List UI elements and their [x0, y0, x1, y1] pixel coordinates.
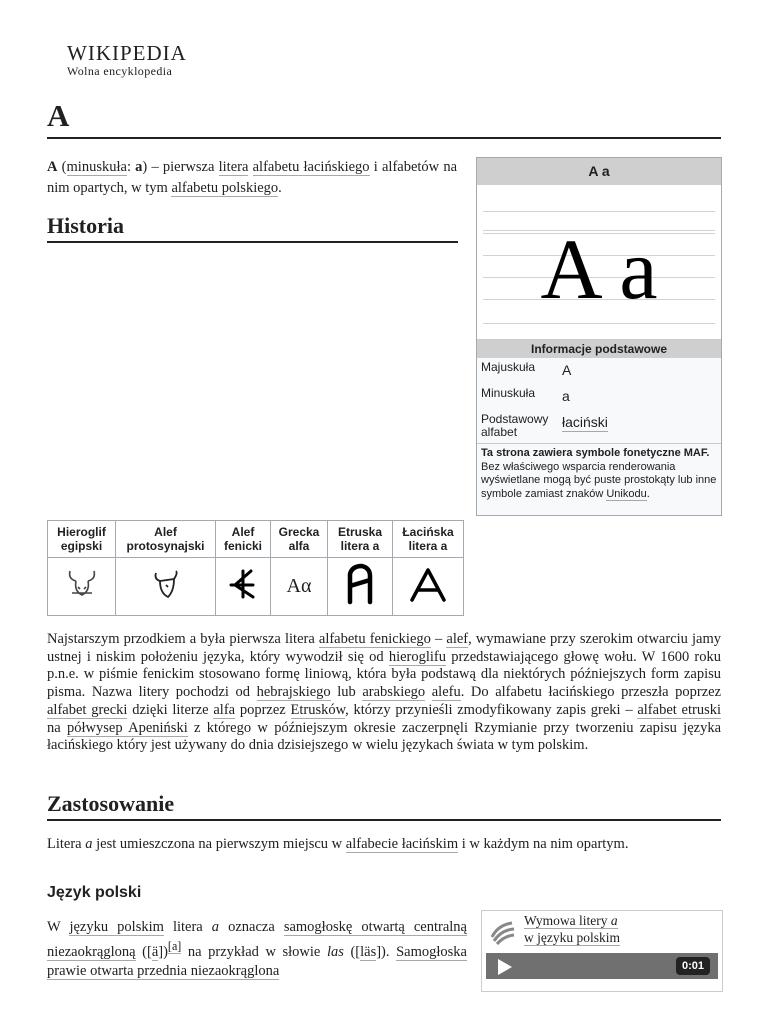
- link-ipa-a[interactable]: ä: [151, 943, 159, 960]
- phoenician-alef-icon[interactable]: [216, 558, 271, 616]
- link-audio-caption-line2[interactable]: w języku polskim: [524, 930, 620, 945]
- text: z którego w późniejszym okresie zaczerpnęli Rzymianie przy tworzeniu zapisu języka łacińskiego który jest używany do dnia dzisiejszego w wielu językach świata w tym polskim.: [47, 719, 722, 754]
- section-heading-historia: Historia: [47, 213, 124, 238]
- text: dzięki literze: [127, 701, 214, 718]
- etruscan-a-icon[interactable]: [328, 558, 393, 616]
- col-fenicki: Alef fenicki: [216, 521, 271, 558]
- historia-divider: [47, 241, 458, 243]
- speaker-icon: [488, 917, 518, 947]
- text: ]).: [376, 943, 397, 960]
- notice-text: Bez właściwego wsparcia renderowania wyświetlane mogą być puste prostokąty lub inne symbole zamiast znaków: [481, 460, 717, 500]
- text: :: [126, 159, 136, 175]
- link-ipa-las[interactable]: läs: [360, 943, 377, 960]
- text: ]): [158, 943, 168, 960]
- text: poprzez: [235, 701, 291, 718]
- link-alfabetu-fenickiego[interactable]: alfabetu fenickiego: [318, 631, 431, 647]
- text: litera: [163, 919, 212, 935]
- row-value: A: [562, 362, 572, 378]
- ipa-notice: [477, 443, 721, 504]
- zastosowanie-paragraph: [47, 836, 721, 854]
- text: (: [57, 159, 67, 175]
- col-grecka: Grecka alfa: [271, 521, 328, 558]
- link-alfabetu-polskiego[interactable]: alfabetu polskiego: [171, 180, 279, 196]
- pronunciation-audio-widget: [481, 910, 723, 992]
- letter-evolution-table: [47, 520, 464, 616]
- text: ([: [343, 943, 361, 960]
- link-samogloska-prawie-otwarta[interactable]: Samogłoska prawie otwarta przednia niezaokrąglona: [47, 943, 467, 979]
- infobox-row-minuskula: [477, 384, 721, 410]
- link-alef[interactable]: alef: [446, 631, 469, 647]
- italic-a: a: [610, 913, 618, 928]
- audio-player-bar[interactable]: [486, 953, 718, 979]
- link-samogloske[interactable]: samogłoskę otwartą centralną niezaokrągloną: [47, 919, 467, 960]
- text: przedstawiającego głowę wołu. W 1600 roku p.n.e. w piśmie fenickim stosowano formę liniową, która była podstawą dla niektórych późniejszych form zapisu pisma. Nazwa litery pochodzi od: [47, 648, 721, 701]
- link-jezyku-polskim[interactable]: języku polskim: [69, 919, 164, 935]
- link-litera[interactable]: litera: [218, 159, 249, 175]
- link-hieroglifu[interactable]: hieroglifu: [388, 648, 447, 665]
- page-title: A: [47, 98, 70, 133]
- row-key: Majuskuła: [481, 360, 536, 374]
- text: , wymawiane przy szerokim otwarciu jamy ustnej i niskim położeniu języka, który wywodził się od: [47, 631, 722, 665]
- intro-paragraph: [47, 157, 457, 199]
- infobox-row-alfabet: [477, 410, 721, 442]
- text: na: [47, 719, 68, 736]
- row-key: Minuskuła: [481, 386, 536, 400]
- text: .: [646, 487, 650, 500]
- italic-a: a: [211, 919, 220, 935]
- text: . Do alfabetu łacińskiego przeszła poprzez: [460, 684, 722, 701]
- hieroglyph-ox-icon[interactable]: [48, 558, 116, 616]
- link-alfabet-grecki[interactable]: alfabet grecki: [47, 701, 128, 718]
- intro-bold-A: A: [47, 159, 58, 175]
- col-etruska: Etruska litera a: [328, 521, 393, 558]
- text: lub: [330, 684, 363, 701]
- link-audio-caption[interactable]: [524, 913, 618, 929]
- logo-wordmark: WIKIPEDIA: [67, 41, 187, 65]
- subsection-heading-jezyk-polski: Język polski: [47, 884, 142, 901]
- text: oznacza: [219, 919, 284, 935]
- italic-las: las: [326, 943, 344, 960]
- col-protosynajski: Alef protosynajski: [116, 521, 216, 558]
- link-etruskow[interactable]: Etrusków: [290, 701, 346, 718]
- play-icon[interactable]: [498, 959, 512, 975]
- text: ) – pierwsza: [142, 159, 219, 175]
- link-alfabetu-lacinskiego[interactable]: alfabetu łacińskiego: [252, 159, 370, 175]
- jezyk-polski-paragraph: [47, 918, 467, 981]
- audio-caption: [524, 912, 620, 946]
- text: Litera: [47, 836, 86, 852]
- notice-bold: Ta strona zawiera symbole fonetyczne MAF.: [481, 447, 710, 459]
- latin-a-icon[interactable]: [393, 558, 464, 616]
- col-lacinska: Łacińska litera a: [393, 521, 464, 558]
- text: i w każdym na nim opartym.: [458, 836, 629, 852]
- infobox-header: A a: [477, 158, 721, 185]
- link-arabskiego[interactable]: arabskiego: [362, 684, 426, 701]
- text: i alfabetów na nim opartych, w tym: [47, 159, 458, 196]
- greek-alpha-glyph[interactable]: Αα: [271, 558, 328, 616]
- link-minuskula[interactable]: minuskuła: [66, 159, 127, 175]
- infobox-glyphs: A a: [540, 221, 658, 317]
- infobox-glyph-image: [477, 185, 721, 340]
- infobox: [476, 157, 722, 516]
- text: Najstarszym przodkiem a była pierwsza litera: [47, 631, 319, 647]
- title-divider: [47, 137, 721, 139]
- link-hebrajskiego[interactable]: hebrajskiego: [256, 684, 331, 701]
- italic-a: a: [85, 836, 93, 852]
- section-heading-zastosowanie: Zastosowanie: [47, 791, 175, 816]
- text: Wymowa litery: [524, 913, 611, 928]
- link-polwysep-apeninski[interactable]: półwysep Apeniński: [67, 719, 188, 736]
- zastosowanie-divider: [47, 819, 721, 821]
- text: [425, 684, 432, 700]
- infobox-subheader: Informacje podstawowe: [477, 340, 721, 358]
- row-value: a: [562, 388, 570, 404]
- intro-bold-a: a: [135, 159, 143, 175]
- text: ([: [135, 943, 152, 960]
- infobox-row-majuskula: [477, 358, 721, 384]
- historia-paragraph: [47, 631, 721, 755]
- link-alefu[interactable]: alefu: [431, 684, 461, 701]
- logo-tagline: Wolna encyklopedia: [67, 64, 173, 78]
- audio-duration: 0:01: [676, 957, 710, 975]
- wikipedia-logo[interactable]: [67, 42, 187, 78]
- col-hieroglif: Hieroglif egipski: [48, 521, 116, 558]
- link-alfa[interactable]: alfa: [213, 701, 236, 718]
- link-lacinski[interactable]: łaciński: [562, 414, 608, 430]
- footnote-ref-a[interactable]: [a]: [167, 939, 182, 953]
- text: –: [430, 631, 447, 647]
- text: .: [278, 180, 282, 196]
- text: jest umieszczona na pierwszym miejscu w: [92, 836, 346, 852]
- text: na przykład w słowie: [181, 943, 327, 960]
- text: W: [47, 919, 70, 935]
- link-unikodu[interactable]: Unikodu: [606, 487, 647, 500]
- link-alfabet-etruski[interactable]: alfabet etruski: [637, 701, 722, 718]
- text: [248, 159, 252, 175]
- protosinaitic-alef-icon[interactable]: [116, 558, 216, 616]
- row-key: Podstawowy alfabet: [481, 412, 549, 439]
- link-alfabecie-lacinskim[interactable]: alfabecie łacińskim: [345, 836, 459, 852]
- text: , którzy przynieśli zmodyfikowany zapis greki –: [345, 701, 638, 718]
